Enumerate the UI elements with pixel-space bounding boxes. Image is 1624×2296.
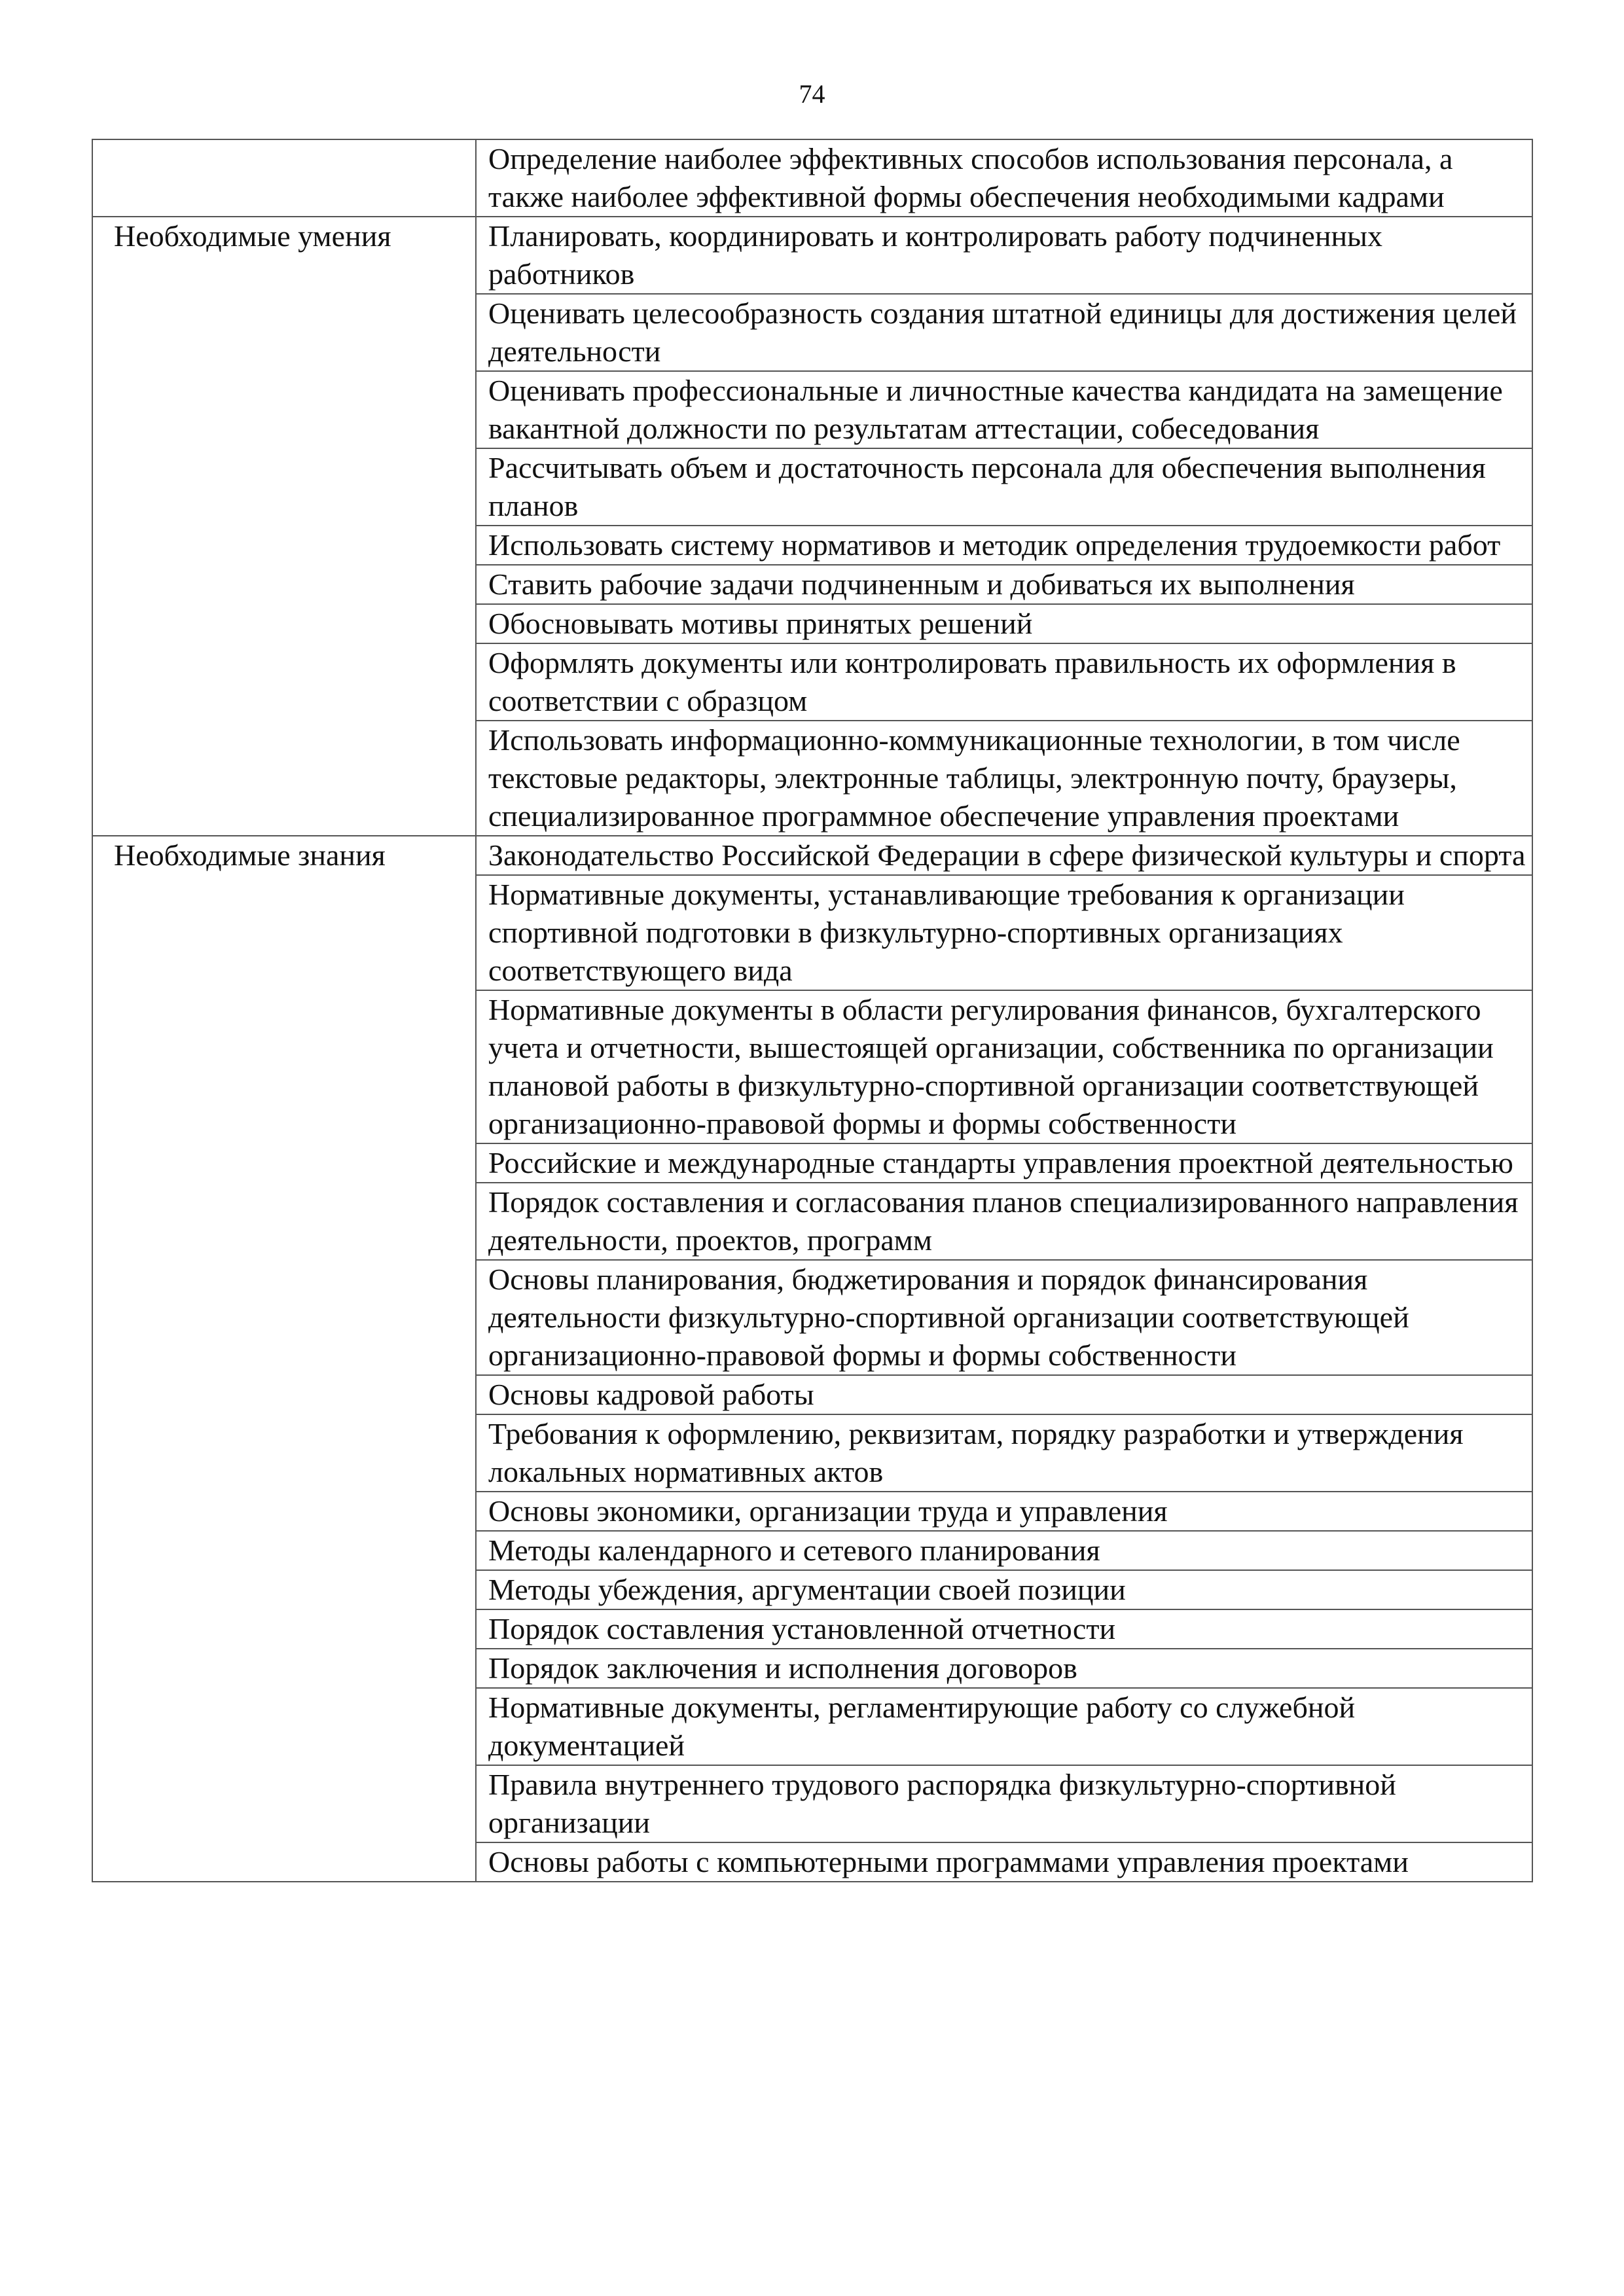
row-label-empty [92, 139, 476, 217]
table-cell: Использовать систему нормативов и методик определения трудоемкости работ [476, 526, 1532, 565]
table-cell: Планировать, координировать и контролировать работу подчиненных работников [476, 217, 1532, 294]
page-number: 74 [799, 79, 825, 109]
table-cell: Основы работы с компьютерными программами управления проектами [476, 1842, 1532, 1882]
table-cell: Оценивать целесообразность создания штатной единицы для достижения целей деятельности [476, 294, 1532, 371]
table-cell: Нормативные документы в области регулирования финансов, бухгалтерского учета и отчетности, вышестоящей организации, собственника по организации плановой работы в физкультурно-спортивной организации соответствующей организационно-правовой формы и формы собственности [476, 990, 1532, 1143]
table-cell: Порядок заключения и исполнения договоров [476, 1649, 1532, 1688]
table-cell: Основы экономики, организации труда и управления [476, 1492, 1532, 1531]
table-cell: Обосновывать мотивы принятых решений [476, 604, 1532, 643]
requirements-table [92, 139, 1533, 1882]
table-cell: Порядок составления и согласования планов специализированного направления деятельности, проектов, программ [476, 1183, 1532, 1260]
section-label: Необходимые знания [92, 836, 476, 1882]
table-row [92, 836, 1532, 875]
table-cell: Методы календарного и сетевого планирования [476, 1531, 1532, 1570]
table-cell: Законодательство Российской Федерации в сфере физической культуры и спорта [476, 836, 1532, 875]
table-cell: Использовать информационно-коммуникационные технологии, в том числе текстовые редакторы, электронные таблицы, электронную почту, браузеры, специализированное программное обеспечение управления проектами [476, 721, 1532, 836]
table-row [92, 217, 1532, 294]
table-cell: Порядок составления установленной отчетности [476, 1609, 1532, 1649]
table-cell: Оформлять документы или контролировать правильность их оформления в соответствии с образцом [476, 643, 1532, 721]
table-cell: Правила внутреннего трудового распорядка физкультурно-спортивной организации [476, 1765, 1532, 1842]
table-cell: Определение наиболее эффективных способов использования персонала, а также наиболее эффективной формы обеспечения необходимыми кадрами [476, 139, 1532, 217]
table-cell: Нормативные документы, регламентирующие работу со служебной документацией [476, 1688, 1532, 1765]
table-cell: Основы планирования, бюджетирования и порядок финансирования деятельности физкультурно-спортивной организации соответствующей организационно-правовой формы и формы собственности [476, 1260, 1532, 1375]
table-cell: Методы убеждения, аргументации своей позиции [476, 1570, 1532, 1609]
requirements-table-body [92, 139, 1532, 1882]
section-label: Необходимые умения [92, 217, 476, 836]
table-cell: Ставить рабочие задачи подчиненным и добиваться их выполнения [476, 565, 1532, 604]
table-cell: Нормативные документы, устанавливающие требования к организации спортивной подготовки в физкультурно-спортивных организациях соответствующего вида [476, 875, 1532, 990]
table-cell: Требования к оформлению, реквизитам, порядку разработки и утверждения локальных нормативных актов [476, 1414, 1532, 1492]
table-cell: Оценивать профессиональные и личностные качества кандидата на замещение вакантной должности по результатам аттестации, собеседования [476, 371, 1532, 448]
table-cell: Российские и международные стандарты управления проектной деятельностью [476, 1143, 1532, 1183]
table-row [92, 139, 1532, 217]
table-cell: Основы кадровой работы [476, 1375, 1532, 1414]
table-cell: Рассчитывать объем и достаточность персонала для обеспечения выполнения планов [476, 448, 1532, 526]
